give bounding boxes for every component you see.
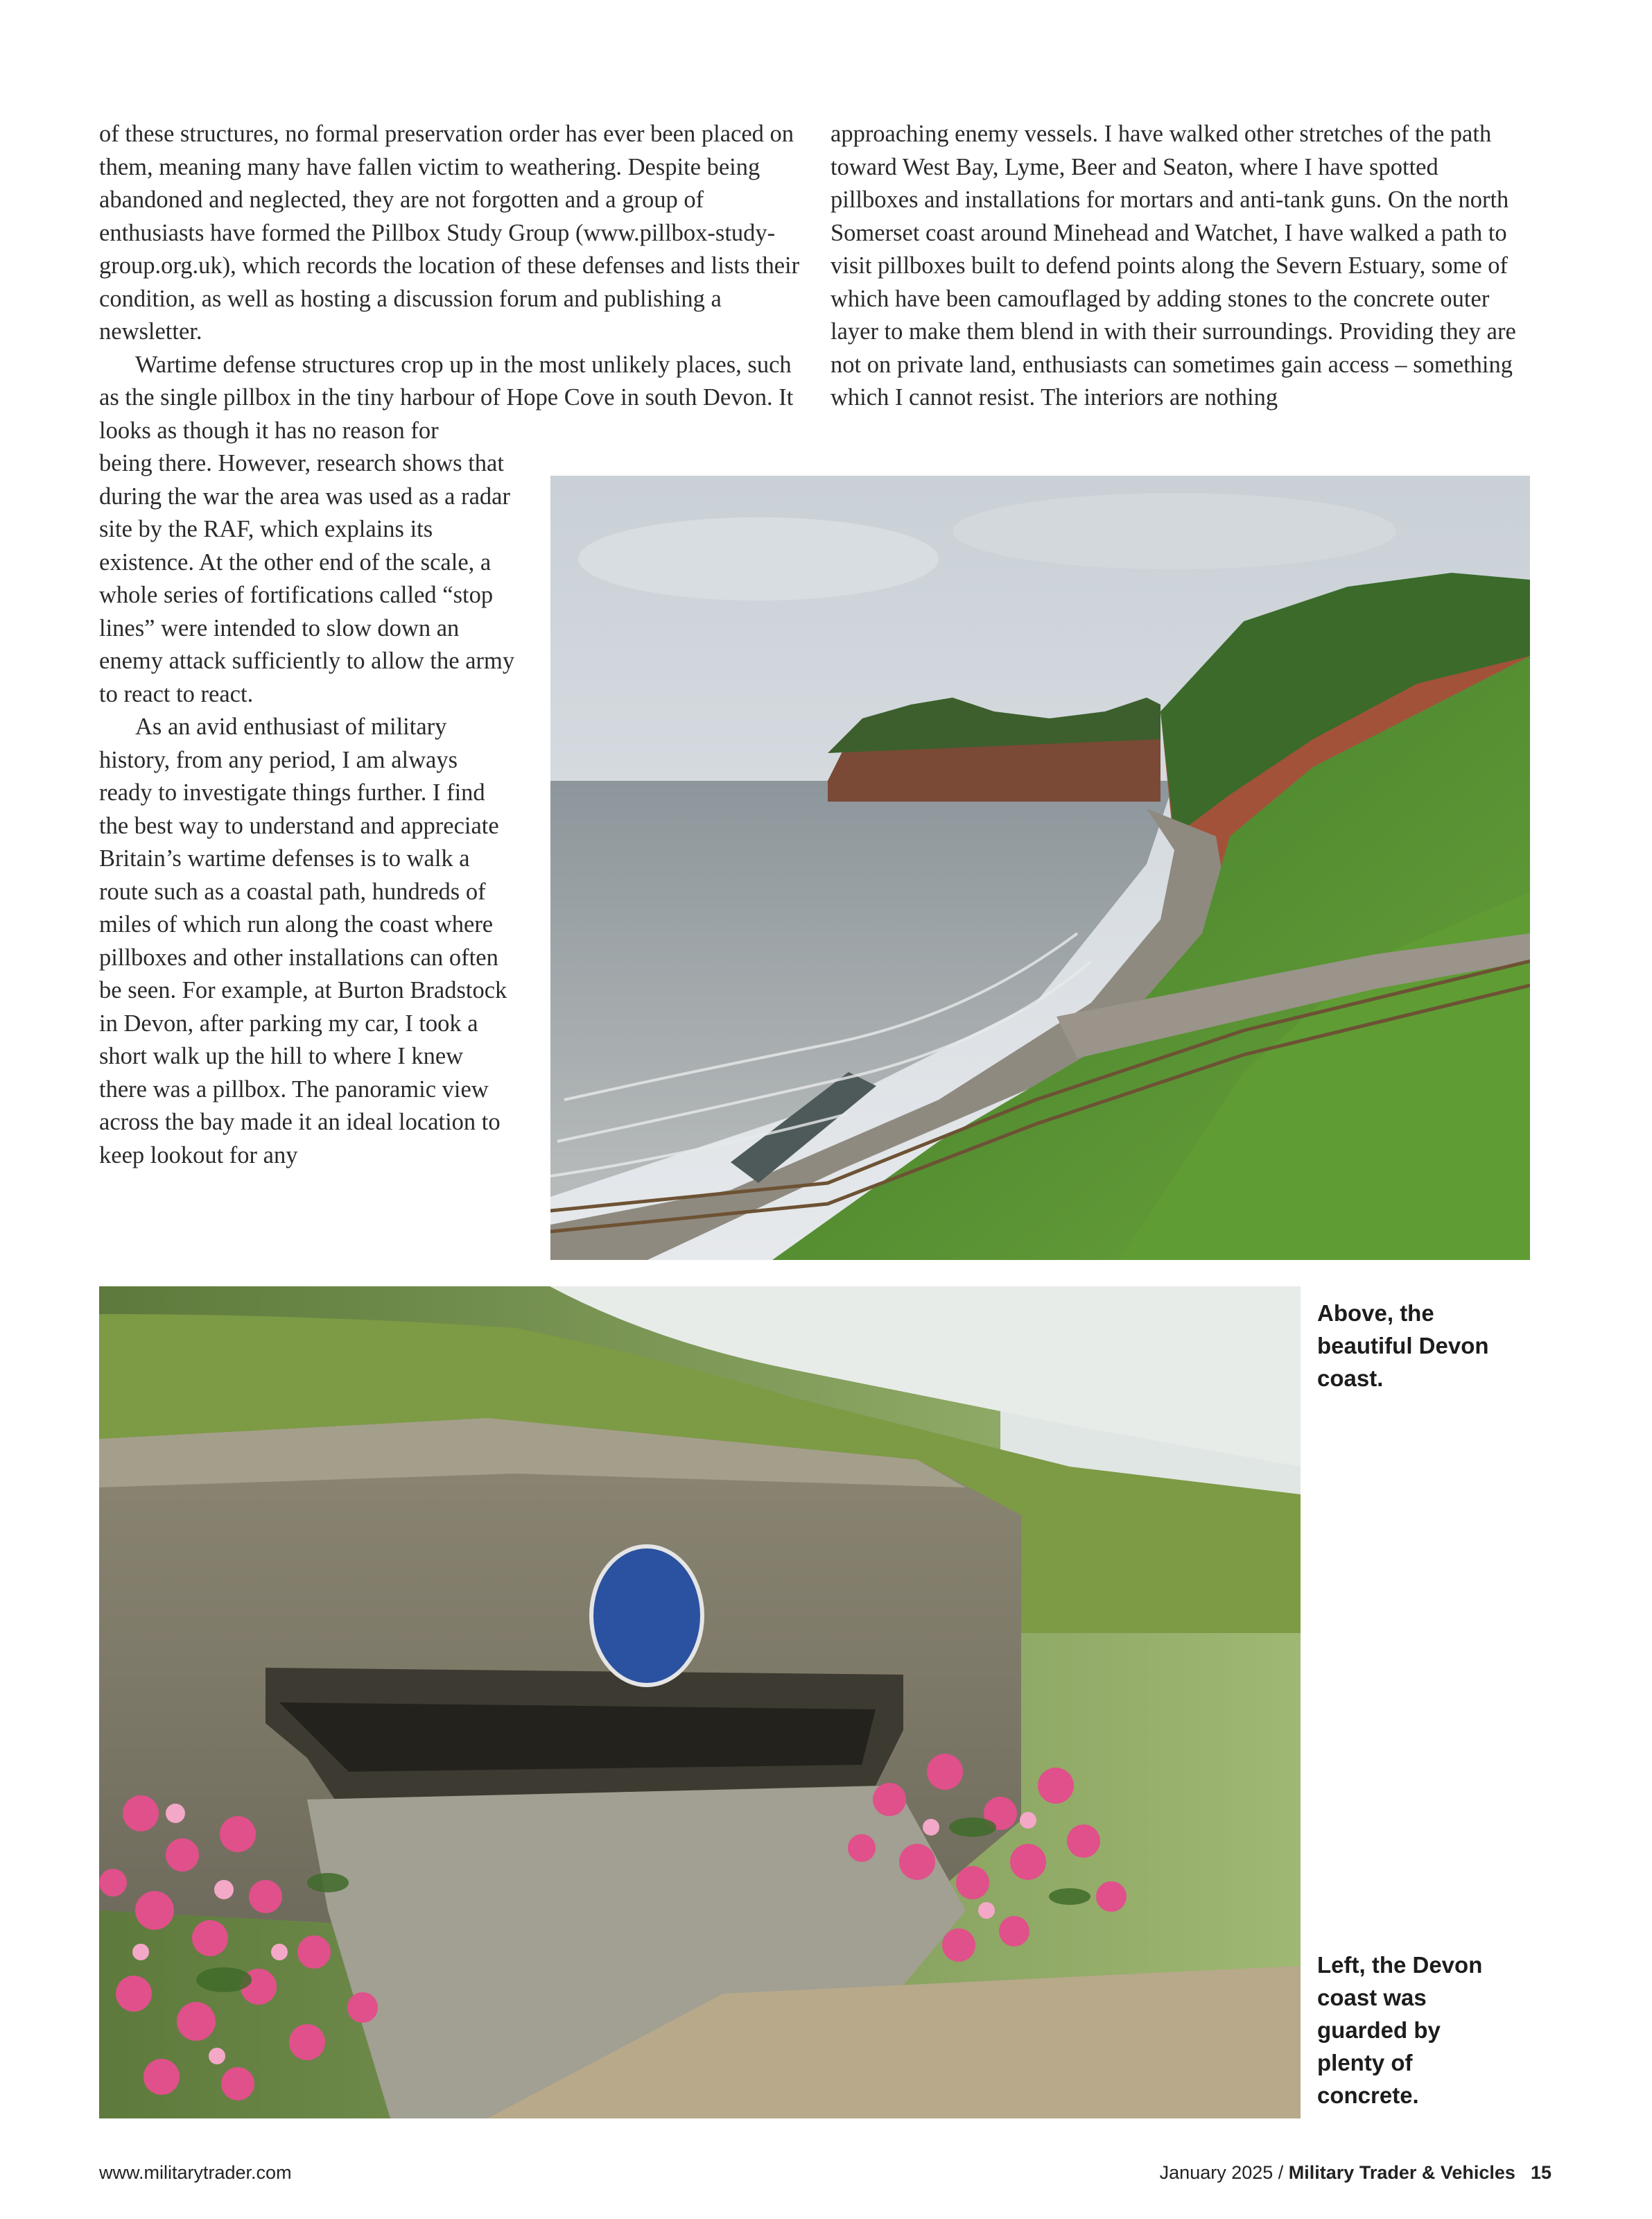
page-number: 15 — [1530, 2162, 1551, 2183]
footer-url: www.militarytrader.com — [99, 2162, 292, 2183]
article-column-left-top — [99, 118, 810, 447]
pillbox-photo — [99, 1286, 1301, 2118]
article-column-right — [831, 118, 1531, 415]
devon-coast-photo — [550, 476, 1530, 1260]
paragraph: As an avid enthusiast of military history, from any period, I am always ready to investigate things further. I find the best way to understand and appreciate Britain’s wartime defenses is to walk a route such as a coastal path, hundreds of miles of which run along the coast where pillboxes and other installations can often be seen. For example, at Burton Bradstock in Devon, after parking my car, I took a short walk up the hill to where I knew there was a pillbox. The panoramic view across the bay made it an ideal location to keep lookout for any — [99, 714, 507, 1168]
footer-magazine: Military Trader & Vehicles — [1288, 2162, 1515, 2183]
footer-issue — [1160, 2162, 1551, 2184]
footer-date: January 2025 / — [1159, 2162, 1289, 2183]
paragraph: being there. However, research shows that during the war the area was used as a radar site by the RAF, which explains its existence. At the other end of the scale, a whole series of fortifications called “stop lines” were intended to slow down an enemy attack sufficiently to allow the army to react to react. — [99, 450, 515, 707]
caption-pillbox: Left, the Devon coast was guarded by plenty of concrete. — [1317, 1952, 1483, 2108]
paragraph: approaching enemy vessels. I have walked other stretches of the path toward West Bay, Lyme, Beer and Seaton, where I have spotted pillboxes and installations for mortars and anti-tank guns. On the north Somerset coast around Minehead and Watchet, I have walked a path to visit pillboxes built to defend points along the Severn Estuary, some of which have been camouflaged by adding stones to the concrete outer layer to make them blend in with their surroundings. Providing they are not on private land, enthusiasts can sometimes gain access – something which I cannot resist. The interiors are nothing — [831, 121, 1516, 411]
paragraph: Wartime defense structures crop up in the most unlikely places, such as the single pillbox in the tiny harbour of Hope Cove in south Devon. It looks as though it has no reason for — [99, 351, 794, 444]
article-column-left-narrow — [99, 447, 515, 1172]
paragraph: of these structures, no formal preservation order has ever been placed on them, meaning many have fallen victim to weathering. Despite being abandoned and neglected, they are not forgotten and a group of enthusiasts have formed the Pillbox Study Group (www.pillbox-study-group.org.uk), which records the location of these defenses and lists their condition, as well as hosting a discussion forum and publishing a newsletter. — [99, 121, 800, 345]
caption-devon-coast: Above, the beautiful Devon coast. — [1317, 1300, 1489, 1391]
